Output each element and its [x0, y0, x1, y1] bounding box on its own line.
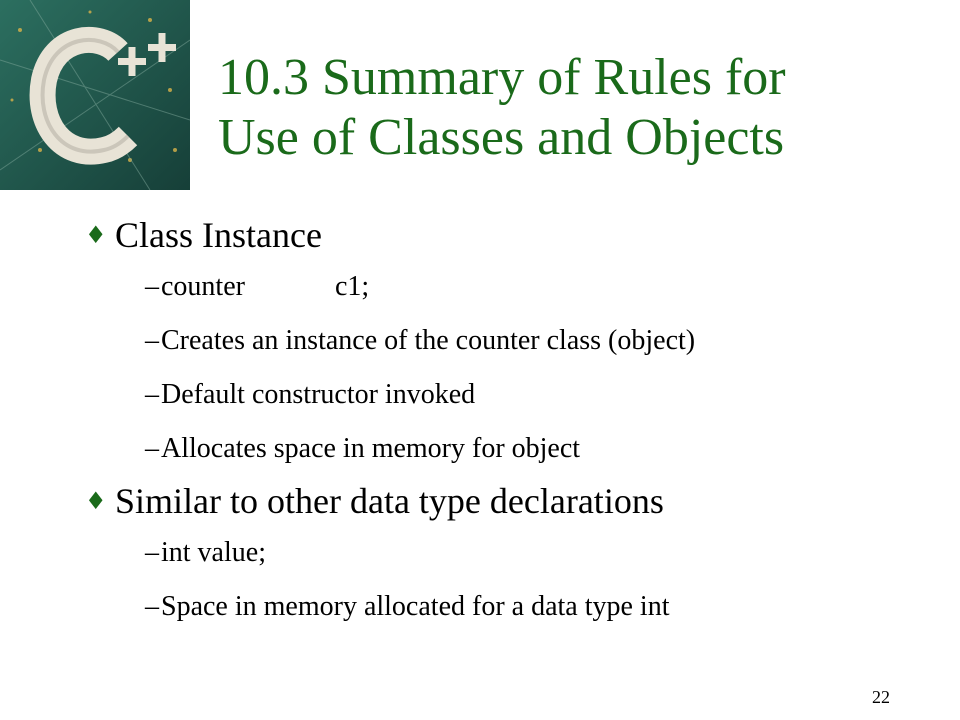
bullet-class-instance — [85, 210, 935, 260]
slide-title — [218, 48, 938, 168]
sub-bullet-code-type: counter — [161, 271, 245, 302]
bullet-text: Similar to other data type declarations — [115, 481, 664, 521]
sub-bullet-text: Default constructor invoked — [161, 379, 476, 410]
dash-marker: – — [145, 433, 159, 464]
bullet-similar-declarations — [85, 476, 935, 526]
sub-bullet-declaration — [85, 260, 935, 314]
slide-title-line-1: 10.3 Summary of Rules for — [218, 49, 786, 106]
dash-marker: – — [145, 591, 159, 622]
sub-bullet-space-allocated — [85, 580, 935, 634]
sub-bullet-int-value — [85, 526, 935, 580]
bullet-text: Class Instance — [115, 215, 322, 255]
sub-bullet-text: Space in memory allocated for a data type int — [161, 591, 670, 622]
dash-marker: – — [145, 537, 159, 568]
sub-bullet-text: Allocates space in memory for object — [161, 433, 581, 464]
slide-title-line-2: Use of Classes and Objects — [218, 109, 785, 166]
sub-bullet-text: int value; — [161, 537, 266, 568]
dash-marker: – — [145, 325, 159, 356]
diamond-bullet-icon: ♦ — [85, 221, 107, 249]
sub-bullet-text: Creates an instance of the counter class (object) — [161, 325, 696, 356]
page-number: 22 — [872, 687, 890, 707]
sub-bullet-allocates-space — [85, 422, 935, 476]
sub-bullet-creates-instance — [85, 314, 935, 368]
diamond-bullet-icon: ♦ — [85, 487, 107, 515]
dash-marker: – — [145, 379, 159, 410]
cpp-logo — [0, 0, 190, 190]
cpp-logo-graphic — [0, 0, 190, 190]
slide-body — [85, 210, 935, 634]
dash-marker: – — [145, 271, 159, 302]
sub-bullet-default-constructor — [85, 368, 935, 422]
sub-bullet-code-var: c1; — [334, 271, 370, 302]
